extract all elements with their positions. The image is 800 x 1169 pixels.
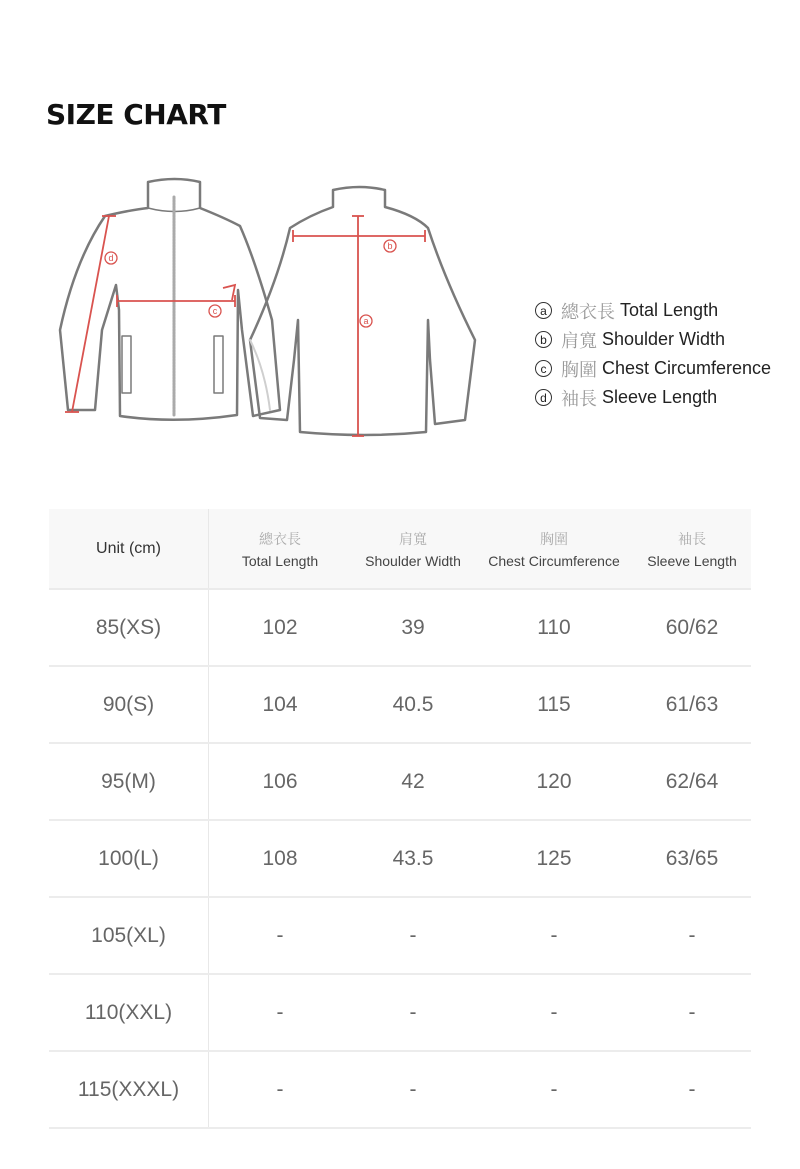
size-label: 90(S) xyxy=(49,667,209,742)
column-header-sleeve-length xyxy=(633,529,751,569)
sleeve-length-value: 61/63 xyxy=(665,692,719,716)
legend-label-zh: 總衣長 xyxy=(561,301,615,322)
chest-circumference-value: 125 xyxy=(536,846,572,870)
total-length-value: - xyxy=(276,923,284,947)
total-length-value: 106 xyxy=(262,769,298,793)
total-length-value: 102 xyxy=(262,615,298,639)
chest-circumference-value: - xyxy=(550,1077,558,1101)
column-header-zh: 總衣長 xyxy=(259,530,301,547)
marker-d-icon: d xyxy=(535,389,552,406)
table-row xyxy=(49,1052,751,1129)
marker-b-icon: b xyxy=(535,331,552,348)
column-header-shoulder-width xyxy=(351,529,475,569)
marker-a xyxy=(360,315,372,327)
svg-text:a: a xyxy=(363,316,369,326)
marker-c-icon: c xyxy=(535,360,552,377)
column-header-zh: 胸圍 xyxy=(540,530,568,547)
table-row xyxy=(49,590,751,667)
legend-label-en: Total Length xyxy=(620,300,719,320)
size-label: 100(L) xyxy=(49,821,209,896)
column-header-zh: 肩寬 xyxy=(399,530,427,547)
sleeve-length-value: - xyxy=(688,1077,696,1101)
chest-circumference-value: 120 xyxy=(536,769,572,793)
shoulder-width-value: - xyxy=(409,1000,417,1024)
total-length-value: - xyxy=(276,1000,284,1024)
svg-text:c: c xyxy=(212,306,218,316)
marker-b xyxy=(384,240,396,252)
column-header-en: Total Length xyxy=(241,552,319,569)
size-label: 105(XL) xyxy=(49,898,209,973)
sleeve-length-value: - xyxy=(688,1000,696,1024)
legend-item-chest-circumference xyxy=(535,354,771,383)
size-table xyxy=(49,509,751,1129)
sleeve-length-value: 63/65 xyxy=(665,846,719,870)
unit-label: Unit (cm) xyxy=(49,509,209,588)
column-header-en: Sleeve Length xyxy=(647,552,737,569)
total-length-value: 108 xyxy=(262,846,298,870)
shoulder-width-value: 42 xyxy=(401,769,425,793)
legend-item-total-length xyxy=(535,296,771,325)
marker-c xyxy=(209,305,221,317)
shoulder-width-value: 39 xyxy=(401,615,425,639)
shoulder-width-value: 40.5 xyxy=(392,692,434,716)
legend-label-zh: 袖長 xyxy=(561,388,597,409)
legend-item-sleeve-length xyxy=(535,383,771,412)
total-length-value: - xyxy=(276,1077,284,1101)
chest-circumference-value: - xyxy=(550,1000,558,1024)
table-row xyxy=(49,898,751,975)
legend-label-zh: 肩寬 xyxy=(561,330,597,351)
shoulder-width-value: - xyxy=(409,1077,417,1101)
svg-text:d: d xyxy=(108,253,114,263)
legend-item-shoulder-width xyxy=(535,325,771,354)
total-length-value: 104 xyxy=(262,692,298,716)
chest-circumference-value: 115 xyxy=(537,692,571,716)
jacket-illustration xyxy=(50,170,490,440)
chest-circumference-value: - xyxy=(550,923,558,947)
size-label: 85(XS) xyxy=(49,590,209,665)
marker-a-icon: a xyxy=(535,302,552,319)
back-jacket-body xyxy=(250,187,475,435)
column-header-zh: 袖長 xyxy=(678,530,706,547)
sleeve-length-value: - xyxy=(688,923,696,947)
table-row xyxy=(49,744,751,821)
shoulder-width-value: 43.5 xyxy=(392,846,434,870)
legend-label-zh: 胸圍 xyxy=(561,359,597,380)
size-label: 95(M) xyxy=(49,744,209,819)
size-label: 110(XXL) xyxy=(49,975,209,1050)
legend-label-en: Chest Circumference xyxy=(602,358,772,378)
column-header-total-length xyxy=(209,529,351,569)
column-header-en: Chest Circumference xyxy=(488,552,620,569)
legend-label-en: Sleeve Length xyxy=(602,387,718,407)
legend-label-en: Shoulder Width xyxy=(602,329,726,349)
sleeve-length-value: 60/62 xyxy=(665,615,719,639)
page-title: SIZE CHART xyxy=(46,98,226,131)
table-row xyxy=(49,975,751,1052)
marker-d xyxy=(105,252,117,264)
sleeve-length-value: 62/64 xyxy=(665,769,719,793)
table-header xyxy=(49,509,751,590)
table-row xyxy=(49,667,751,744)
chest-circumference-value: 110 xyxy=(537,615,571,639)
svg-text:b: b xyxy=(387,241,393,251)
column-header-en: Shoulder Width xyxy=(365,552,461,569)
shoulder-width-value: - xyxy=(409,923,417,947)
measurement-legend xyxy=(535,296,771,412)
table-row xyxy=(49,821,751,898)
column-header-chest-circumference xyxy=(475,529,633,569)
size-label: 115(XXXL) xyxy=(49,1052,209,1127)
jacket-diagram xyxy=(50,170,490,440)
